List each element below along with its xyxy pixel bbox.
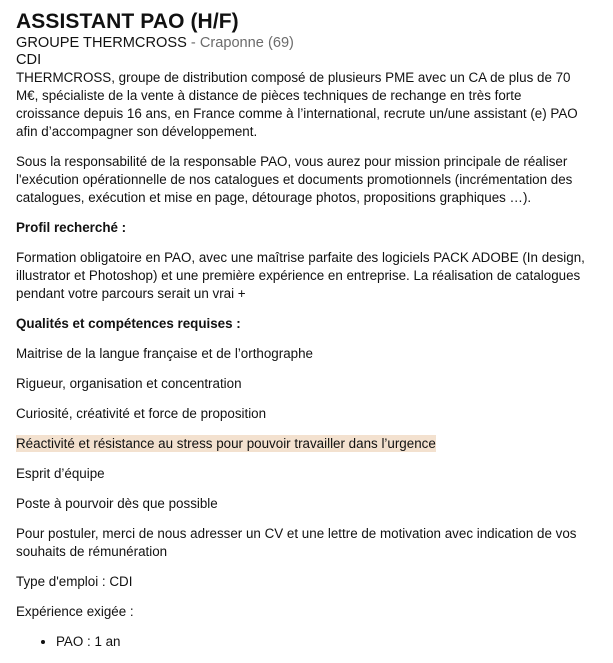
intro-paragraph: THERMCROSS, groupe de distribution composé de plusieurs PME avec un CA de plus de 70 M€, spécialiste de la vente à distance de pièces techniques de rechange en très forte croissance depuis 16 ans, en France comme à l’international, recrute un/une assistant (e) PAO afin d’accompagner son développement. <box>16 70 578 139</box>
profile-heading: Profil recherché : <box>16 220 127 235</box>
job-title: ASSISTANT PAO (H/F) <box>16 10 239 33</box>
job-type-paragraph: Type d'emploi : CDI <box>16 574 133 589</box>
skill-item: Esprit d’équipe <box>16 466 105 481</box>
experience-list-item: • PAO : 1 an <box>56 633 589 651</box>
experience-heading: Expérience exigée : <box>16 604 134 619</box>
skill-item: Rigueur, organisation et concentration <box>16 376 242 391</box>
mission-paragraph: Sous la responsabilité de la responsable PAO, vous aurez pour mission principale de réaliser l'exécution opérationnelle de nos catalogues et documents promotionnels (incrémentation des catalogues, exécution et mise en page, détourage photos, propositions graphiques …). <box>16 154 573 205</box>
company-location-separator: - <box>186 35 200 51</box>
profile-paragraph: Formation obligatoire en PAO, avec une maîtrise parfaite des logiciels PACK ADOBE (In design, illustrator et Photoshop) et une première expérience en entreprise. La réalisation de catalogues pendant votre parcours serait un vrai + <box>16 250 585 301</box>
availability-paragraph: Poste à pourvoir dès que possible <box>16 496 218 511</box>
skill-item: Curiosité, créativité et force de proposition <box>16 406 267 421</box>
apply-paragraph: Pour postuler, merci de nous adresser un CV et une lettre de motivation avec indication de vos souhaits de rémunération <box>16 526 577 559</box>
skill-item: Maitrise de la langue française et de l’orthographe <box>16 346 314 361</box>
company-name: GROUPE THERMCROSS <box>16 35 187 51</box>
skills-heading: Qualités et compétences requises : <box>16 316 241 331</box>
experience-list <box>16 633 589 651</box>
highlighted-skill-item: Réactivité et résistance au stress pour pouvoir travailler dans l’urgence <box>16 436 436 451</box>
contract-type: CDI <box>16 52 42 68</box>
job-location: Craponne (69) <box>199 35 294 51</box>
job-description <box>16 69 589 651</box>
company-line <box>16 35 589 52</box>
